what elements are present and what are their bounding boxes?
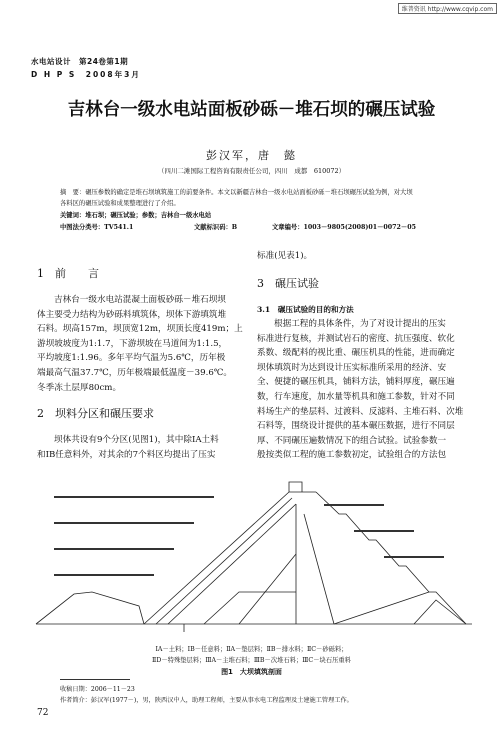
author-bio: 作者简介：彭汉军(1977－)，男，陕西汉中人，助理工程师，主要从事水电工程监理及土建施工管理工作。 bbox=[60, 697, 353, 704]
text-line: 厚、不同碾压遍数情况下的组合试验。试验参数一 bbox=[257, 435, 447, 446]
text-line: 坝体共设有9个分区(见图1)，其中除ⅠA土料 bbox=[54, 435, 219, 445]
text-line: 根据工程的具体条件，为了对设计提出的压实 bbox=[274, 319, 446, 329]
text-line: 平均坡度1:1.96。多年平均气温为5.6℃，历年极 bbox=[37, 353, 226, 364]
abstract bbox=[60, 187, 460, 209]
upstream-face bbox=[144, 492, 289, 624]
elevation-marker bbox=[384, 556, 444, 558]
zone-boundary bbox=[239, 554, 296, 624]
zone-boundary bbox=[304, 514, 334, 624]
section-1-heading: 1 前 言 bbox=[37, 267, 99, 280]
elevation-marker bbox=[54, 522, 194, 524]
upstream-fill bbox=[36, 592, 144, 624]
subsection-3-1-heading: 3.1 碾压试验的目的和方法 bbox=[257, 305, 354, 314]
affiliation: （四川二滩国际工程咨询有限责任公司，四川 成都 610072） bbox=[157, 167, 346, 175]
section-2-body bbox=[37, 433, 249, 462]
journal-name: 水电站设计 第24卷第1期 bbox=[31, 57, 129, 66]
keywords: 关键词：堆石坝；碾压试验；参数；吉林台一级水电站 bbox=[60, 212, 212, 219]
elevation-marker bbox=[54, 548, 174, 550]
subsection-3-1-body bbox=[257, 317, 470, 463]
elevation-marker bbox=[54, 574, 154, 576]
figure-legend-2: ⅡD－特殊垫层料；ⅢA－主堆石料；ⅢB－次堆石料；ⅢC－块石压重料 bbox=[152, 657, 351, 664]
page-number: 72 bbox=[37, 708, 49, 718]
figure-legend-1: ⅠA－土料；ⅠB－任意料；ⅡA－垫层料；ⅡB－排水料；ⅡC－砂砾料； bbox=[155, 646, 348, 653]
text-line: 石料等，围绕设计提供的基本碾压数据，进行不同层 bbox=[257, 421, 455, 432]
zone-boundary bbox=[334, 592, 429, 624]
abstract-line-2: 各料区的碾压试验和成果整理进行了介绍。 bbox=[60, 200, 180, 207]
zone-boundary bbox=[204, 592, 296, 624]
toe-block bbox=[414, 600, 466, 624]
text-line: 体主要受力结构为砂砾料填筑体，坝体下游填筑堆 bbox=[37, 309, 227, 320]
journal-issue: D H P S 2008年3月 bbox=[31, 70, 141, 79]
crest-wall bbox=[289, 482, 302, 492]
doc-code: 文献标识码：B bbox=[194, 224, 238, 231]
paper-title: 吉林台一级水电站面板砂砾－堆石坝的碾压试验 bbox=[67, 100, 436, 120]
text-line: 吉林台一级水电站混凝土面板砂砾－堆石坝坝 bbox=[54, 295, 226, 305]
section-2-heading: 2 坝料分区和碾压要求 bbox=[37, 407, 154, 420]
article-number: 文章编号：1003－9805(2008)01－0072－05 bbox=[272, 224, 416, 231]
elevation-marker bbox=[54, 496, 214, 498]
text-line: 游坝坡坡度为1:1.7，下游坝坡在马道间为1:1.5， bbox=[37, 338, 228, 349]
section-1-body bbox=[37, 293, 249, 395]
text-line: 冬季冻土层厚80cm。 bbox=[37, 382, 122, 393]
section-3-heading: 3 碾压试验 bbox=[257, 277, 319, 290]
watermark: 维普资讯 http://www.cqvip.com bbox=[398, 3, 497, 14]
figure-caption: 图1 大坝填筑剖面 bbox=[221, 668, 282, 676]
text-line: 系数、级配料的视比重、碾压机具的性能，进而确定 bbox=[257, 348, 455, 359]
elevation-marker bbox=[354, 530, 414, 532]
text-line: 和ⅠB任意料外，对其余的7个料区均提出了压实 bbox=[37, 449, 216, 460]
text-line: 标准进行复核，并测试岩石的密度、抗压强度、软化 bbox=[257, 333, 455, 344]
authors: 彭汉军，唐 懿 bbox=[206, 149, 297, 162]
zone-boundary bbox=[156, 498, 292, 624]
received-date: 收稿日期：2006－11－23 bbox=[60, 686, 135, 693]
continued-text: 标准(见表1)。 bbox=[257, 251, 313, 261]
text-line: 数，行车速度，加水量等机具和施工参数，针对不同 bbox=[257, 391, 455, 402]
text-line: 端最高气温37.7℃，历年极端最低温度－39.6℃。 bbox=[37, 367, 232, 378]
footnote-divider bbox=[60, 679, 130, 680]
text-line: 料场生产的垫层料、过渡料、反滤料、主堆石料、次堆 bbox=[257, 406, 464, 417]
text-line: 全、便捷的碾压机具，铺料方法，铺料厚度，碾压遍 bbox=[257, 377, 455, 388]
clc-number: 中图法分类号：TV541.1 bbox=[60, 224, 134, 231]
text-line: 石料。坝高157m，坝顶宽12m，坝顶长度419m；上 bbox=[37, 324, 243, 335]
dam-section-figure bbox=[34, 474, 474, 634]
abstract-line-1: 摘 要：碾压参数的确定是堆石坝填筑施工的前要条件。本文以新疆吉林台一级水电站面板砂砾－堆石坝碾压试验为例，对大坝 bbox=[60, 189, 413, 196]
text-line: 般按类似工程的施工参数初定，试验组合的方法包 bbox=[257, 450, 447, 461]
text-line: 坝体填筑时为达到设计压实标准所采用的经济、安 bbox=[257, 362, 447, 373]
elevation-marker bbox=[324, 504, 384, 506]
